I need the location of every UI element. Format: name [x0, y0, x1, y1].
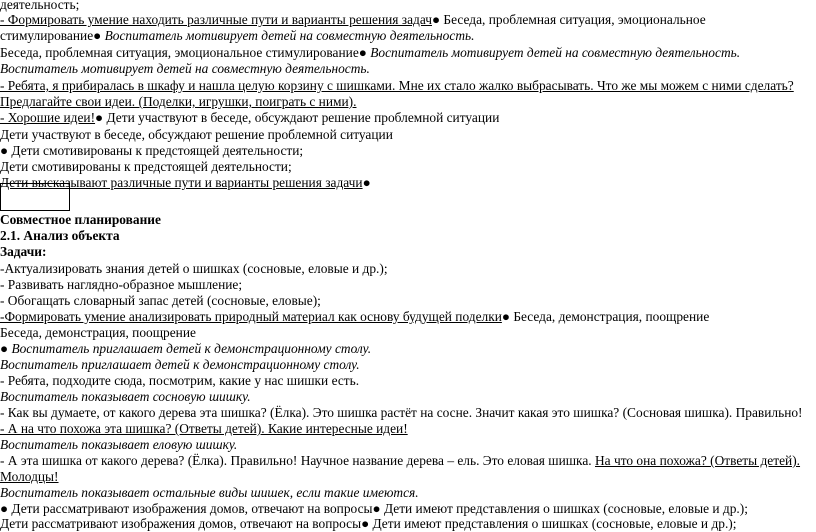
empty-frame	[0, 183, 70, 211]
line: - Ребята, подходите сюда, посмотрим, какие у нас шишки есть.	[0, 373, 360, 388]
line: - Обогащать словарный запас детей (сосновые, еловые);	[0, 293, 321, 308]
line: Воспитатель показывает сосновую шишку.	[0, 389, 251, 404]
line: -Формировать умение анализировать природный материал как основу будущей поделки● Беседа, демонстрация, поощрение	[0, 309, 710, 324]
line: ● Воспитатель приглашает детей к демонстрационному столу.	[0, 341, 372, 356]
line: - Ребята, я прибиралась в шкафу и нашла целую корзину с шишками. Мне их стало жалко выбрасывать. Что же мы можем с ними сделать?	[0, 78, 794, 93]
line: Молодцы!	[0, 469, 59, 484]
line: Дети высказывают различные пути и варианты решения задачи●	[0, 175, 371, 190]
line: Воспитатель мотивирует детей на совместную деятельность.	[0, 61, 370, 76]
line: Воспитатель показывает остальные виды шишек, если такие имеются.	[0, 485, 419, 500]
line: -Актуализировать знания детей о шишках (сосновые, еловые и др.);	[0, 261, 388, 276]
line: Предлагайте свои идеи. (Поделки, игрушки, поиграть с ними).	[0, 94, 357, 109]
line: Дети смотивированы к предстоящей деятельности;	[0, 159, 292, 174]
line: ● Дети смотивированы к предстоящей деятельности;	[0, 143, 304, 158]
line: - Хорошие идеи!● Дети участвуют в беседе, обсуждают решение проблемной ситуации	[0, 110, 500, 125]
line: Воспитатель показывает еловую шишку.	[0, 437, 238, 452]
tasks-heading: Задачи:	[0, 244, 47, 259]
section-heading: Совместное планирование	[0, 212, 161, 227]
line: ● Дети рассматривают изображения домов, отвечают на вопросы● Дети имеют представления о шишках (сосновые, еловые и др.);	[0, 501, 748, 516]
subsection-heading: 2.1. Анализ объекта	[0, 228, 120, 243]
line: - Развивать наглядно-образное мышление;	[0, 277, 243, 292]
line: Дети рассматривают изображения домов, отвечают на вопросы● Дети имеют представления о шишках (сосновые, еловые и др.);	[0, 516, 737, 531]
line: стимулирование● Воспитатель мотивирует детей на совместную деятельность.	[0, 28, 475, 43]
line: деятельность;	[0, 0, 80, 12]
line: - А на что похожа эта шишка? (Ответы детей). Какие интересные идеи!	[0, 421, 408, 436]
line: Дети участвуют в беседе, обсуждают решение проблемной ситуации	[0, 127, 393, 142]
line: Беседа, демонстрация, поощрение	[0, 325, 196, 340]
line: Воспитатель приглашает детей к демонстрационному столу.	[0, 357, 360, 372]
line: - А эта шишка от какого дерева? (Ёлка). Правильно! Научное название дерева – ель. Это еловая шишка. На что она похожа? (Ответы детей).	[0, 453, 801, 468]
line: - Как вы думаете, от какого дерева эта шишка? (Ёлка). Это шишка растёт на сосне. Значит какая это шишка? (Сосновая шишка). Правильно!	[0, 405, 803, 420]
line: - Формировать умение находить различные пути и варианты решения задач● Беседа, проблемная ситуация, эмоциональное	[0, 12, 706, 27]
line: Беседа, проблемная ситуация, эмоциональное стимулирование● Воспитатель мотивирует детей на совместную деятельность.	[0, 45, 741, 60]
